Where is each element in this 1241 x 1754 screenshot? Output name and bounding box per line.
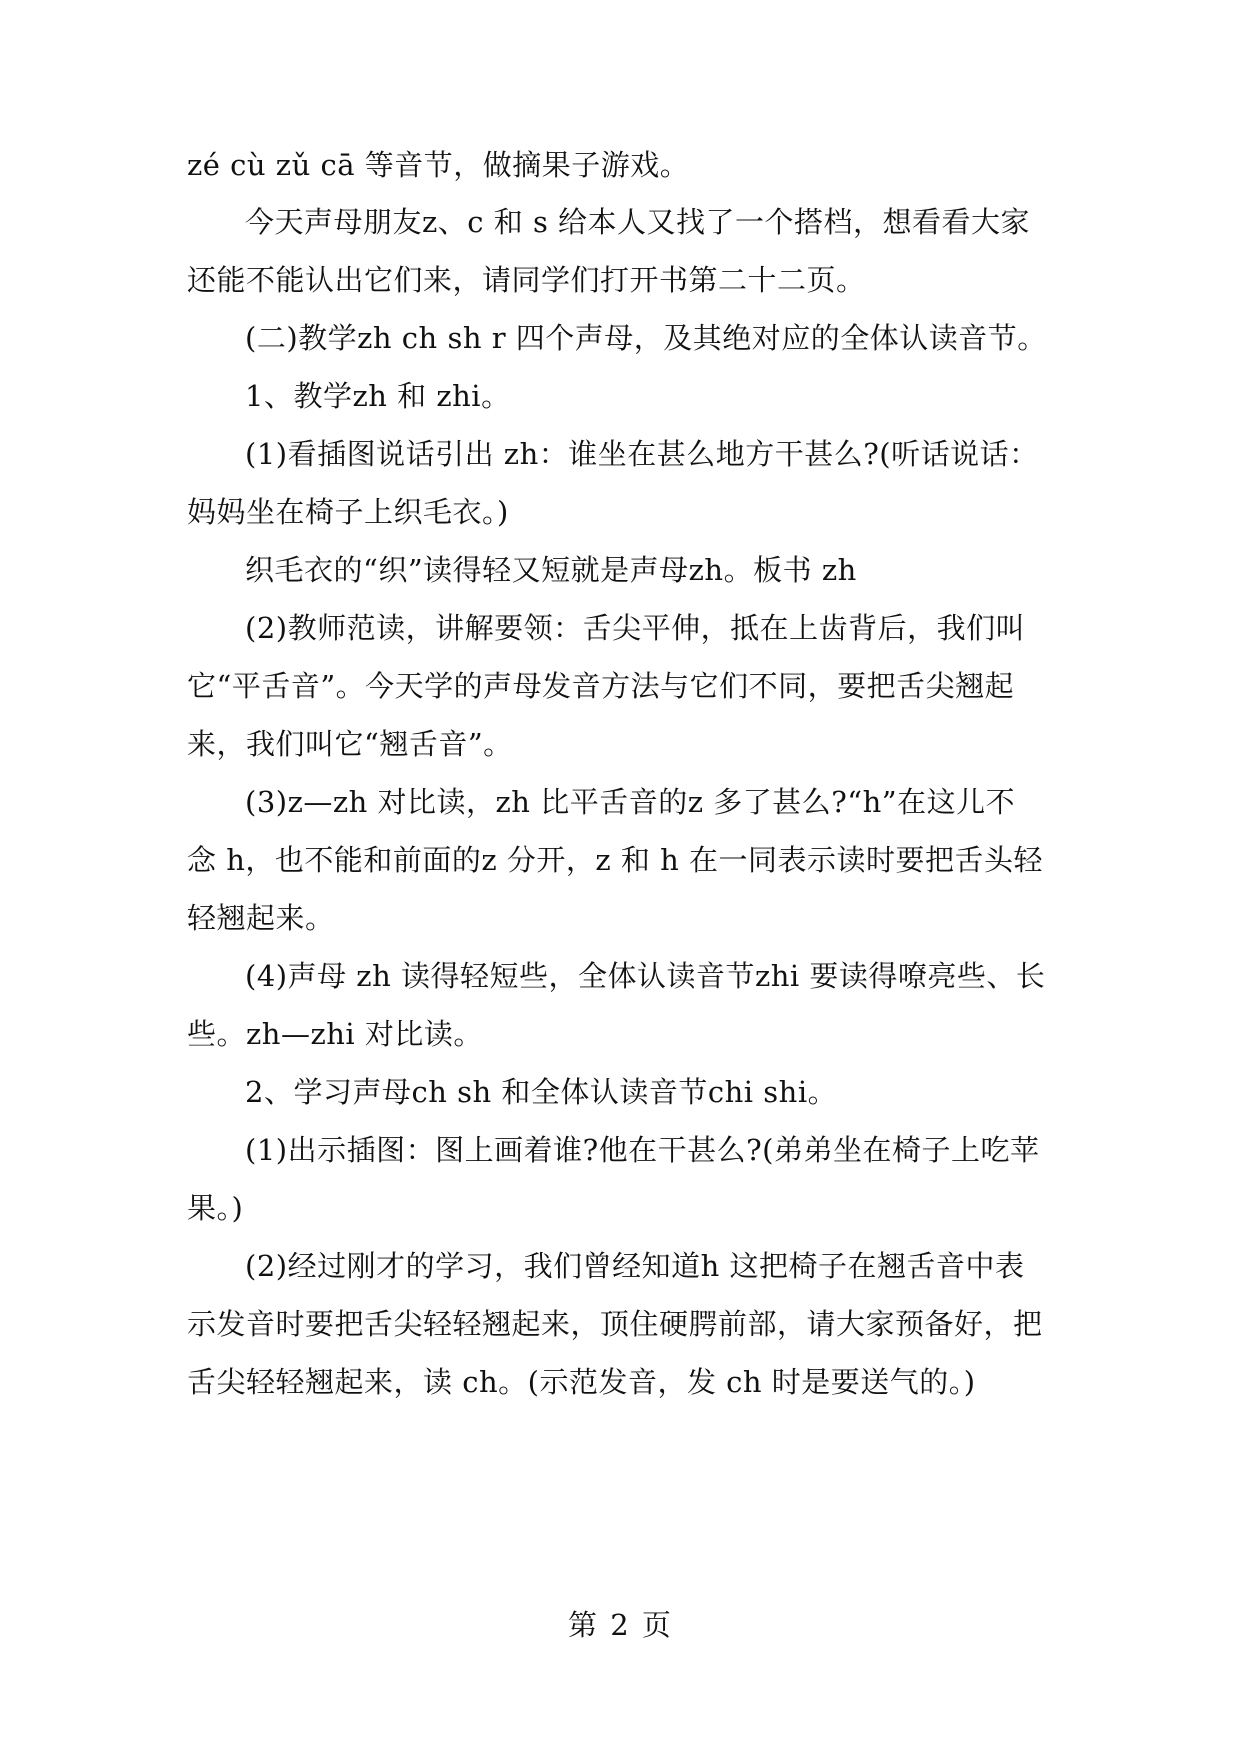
text-line-10: 它“平舌音”。今天学的声母发音方法与它们不同，要把舌尖翘起 (187, 669, 1015, 703)
text-line-2: 今天声母朋友z、c 和 s 给本人又找了一个搭档，想看看大家 (245, 205, 1031, 239)
text-line-7: 妈妈坐在椅子上织毛衣。) (187, 495, 509, 529)
text-line-22: 舌尖轻轻翘起来，读 ch。(示范发音，发 ch 时是要送气的。) (187, 1365, 976, 1399)
text-line-19: 果。) (187, 1191, 244, 1225)
text-line-16: 些。zh—zhi 对比读。 (187, 1017, 483, 1051)
text-line-1: zé cù zǔ cā 等音节，做摘果子游戏。 (187, 148, 690, 182)
text-line-14: 轻翘起来。 (187, 901, 335, 935)
text-line-12: (3)z—zh 对比读，zh 比平舌音的z 多了甚么?“h”在这儿不 (245, 785, 1016, 819)
text-line-17: 2、学习声母ch sh 和全体认读音节chi shi。 (245, 1075, 838, 1109)
text-line-18: (1)出示插图：图上画着谁?他在干甚么?(弟弟坐在椅子上吃苹 (245, 1133, 1040, 1167)
text-line-5: 1、教学zh 和 zhi。 (245, 379, 511, 413)
text-line-15: (4)声母 zh 读得轻短些，全体认读音节zhi 要读得嘹亮些、长 (245, 959, 1046, 993)
text-line-8: 织毛衣的“织”读得轻又短就是声母zh。板书 zh (245, 553, 857, 587)
text-line-4: (二)教学zh ch sh r 四个声母，及其绝对应的全体认读音节。 (245, 321, 1047, 355)
text-line-13: 念 h，也不能和前面的z 分开，z 和 h 在一同表示读时要把舌头轻 (187, 843, 1044, 877)
text-line-11: 来，我们叫它“翘舌音”。 (187, 727, 513, 761)
text-line-21: 示发音时要把舌尖轻轻翘起来，顶住硬腭前部，请大家预备好，把 (187, 1307, 1043, 1341)
text-line-20: (2)经过刚才的学习，我们曾经知道h 这把椅子在翘舌音中表 (245, 1249, 1025, 1283)
text-line-3: 还能不能认出它们来，请同学们打开书第二十二页。 (187, 263, 866, 297)
text-line-6: (1)看插图说话引出 zh：谁坐在甚么地方干甚么?(听话说话： (245, 437, 1039, 471)
text-line-9: (2)教师范读，讲解要领：舌尖平伸，抵在上齿背后，我们叫 (245, 611, 1026, 645)
page-number: 第 2 页 (568, 1608, 673, 1642)
